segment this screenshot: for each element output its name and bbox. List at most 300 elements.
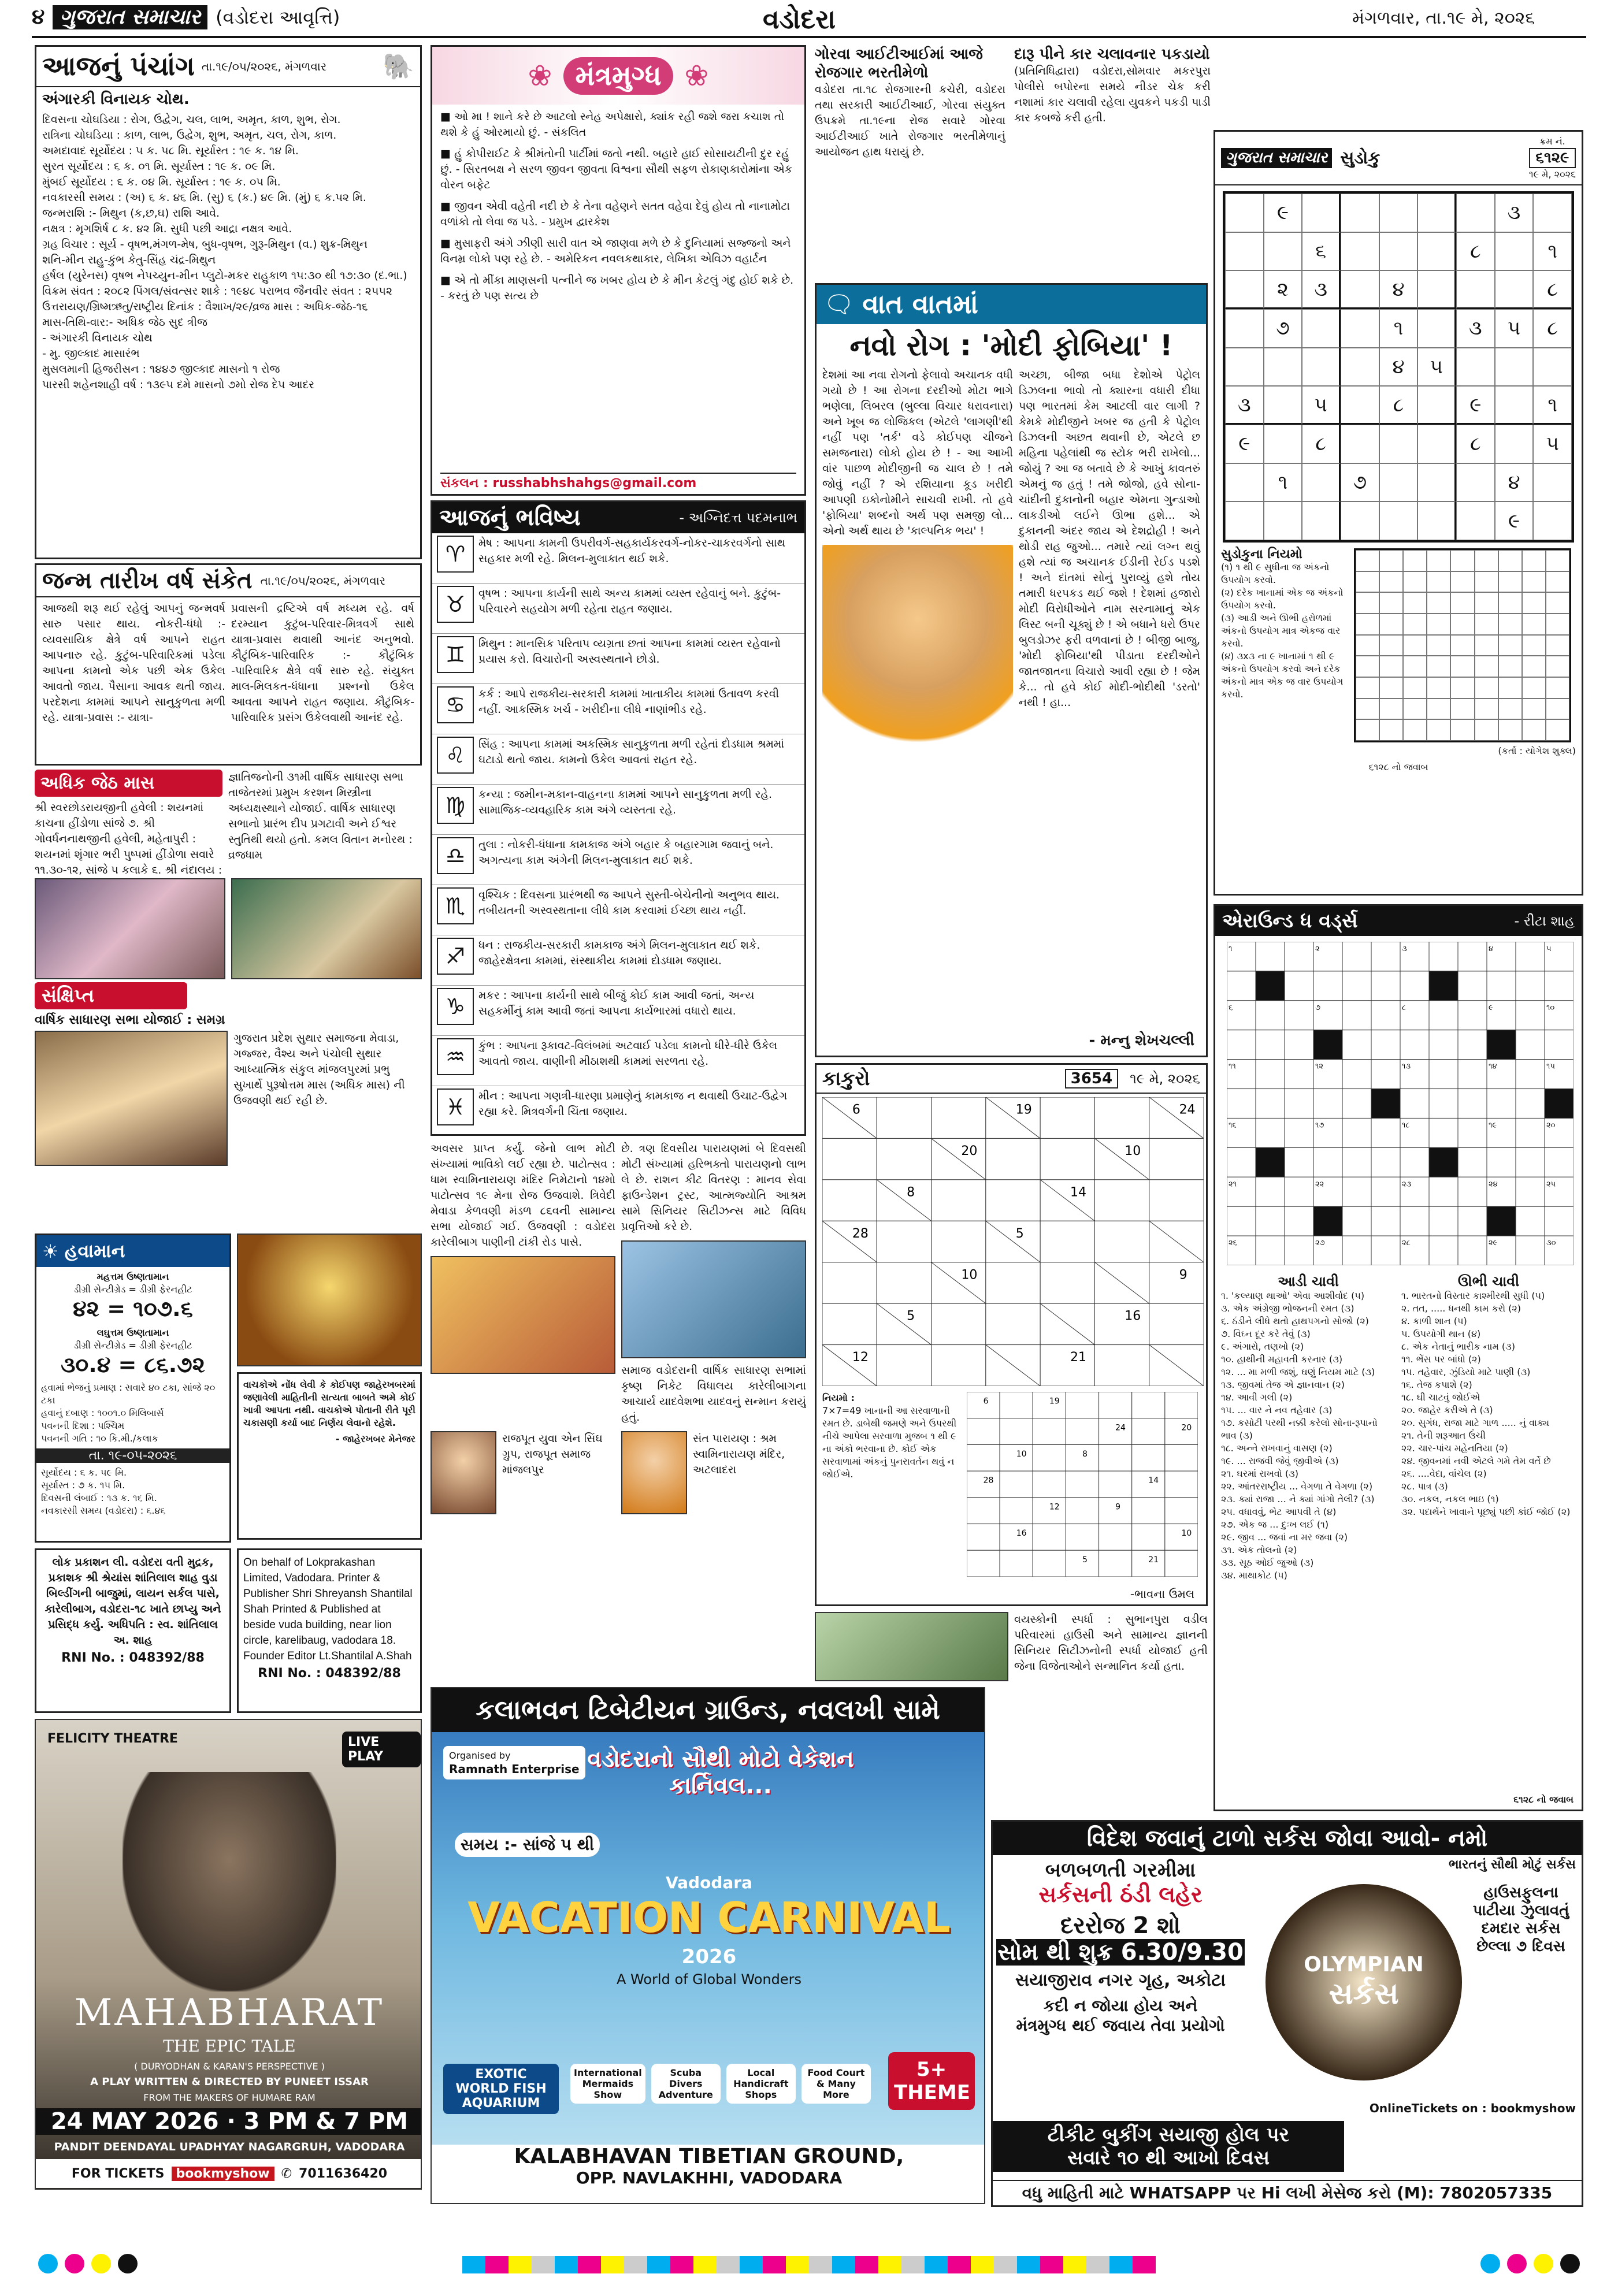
kakuro-cell[interactable] — [877, 1138, 931, 1179]
crossword-cell[interactable] — [1371, 942, 1400, 971]
kakuro-cell[interactable] — [986, 1262, 1040, 1303]
crossword-cell[interactable] — [1429, 1001, 1458, 1030]
crossword-cell[interactable] — [1256, 942, 1285, 971]
crossword-cell[interactable] — [1371, 1236, 1400, 1265]
horoscope-row — [432, 634, 804, 684]
kakuro-answer-cell — [1165, 1550, 1198, 1577]
sudoku-cell[interactable] — [1341, 386, 1379, 425]
crossword-cell[interactable] — [1342, 1030, 1371, 1060]
crossword-cell[interactable] — [1429, 1236, 1458, 1265]
crossword-cell[interactable] — [1400, 1147, 1429, 1177]
kakuro-cell[interactable] — [932, 1303, 986, 1344]
kakuro-cell[interactable] — [877, 1221, 931, 1262]
sudoku-cell[interactable]: ૪ — [1379, 348, 1418, 387]
kakuro-cell[interactable] — [1040, 1221, 1094, 1262]
crossword-cell[interactable] — [1458, 1089, 1487, 1119]
crossword-cell[interactable] — [1371, 1206, 1400, 1236]
sudoku-cell[interactable]: ૫ — [1533, 425, 1572, 463]
bookmyshow-logo[interactable]: bookmyshow — [172, 2167, 274, 2181]
sudoku-cell[interactable] — [1533, 463, 1572, 502]
crossword-cell[interactable] — [1285, 1089, 1313, 1119]
sudoku-cell[interactable]: ૮ — [1302, 425, 1341, 463]
crossword-cell[interactable] — [1256, 1236, 1285, 1265]
kakuro-answer-clue: 10 — [1016, 1450, 1027, 1459]
carnival-time: સમય :- સાંજે ૫ થી — [455, 1833, 600, 1857]
sudoku-answer-cell — [1522, 699, 1546, 720]
sudoku-cell[interactable] — [1495, 270, 1534, 309]
circus-online[interactable]: OnlineTickets on : bookmyshow — [1369, 2101, 1576, 2115]
circus-shows: દરરોજ 2 શો — [1060, 1912, 1181, 1939]
crossword-grid[interactable] — [1227, 942, 1574, 1265]
crossword-cell[interactable] — [1371, 1147, 1400, 1177]
crossword-cell[interactable] — [1429, 1118, 1458, 1147]
sudoku-cell[interactable] — [1341, 501, 1379, 540]
sudoku-cell[interactable]: ૮ — [1456, 425, 1495, 463]
sudoku-cell[interactable] — [1417, 501, 1456, 540]
crossword-cell[interactable] — [1227, 1147, 1256, 1177]
bullet-icon: ■ — [440, 274, 454, 287]
crossword-cell[interactable] — [1400, 1206, 1429, 1236]
horoscope-text: વૃશ્ચિક : દિવસના પ્રારંભથી જ આપને સુસ્તી-બેચેનીનો અનુભવ થાય. તબીયતની અસ્વસ્થતાના લીધે કામ કરવામાં ઈચ્છા થાય નહીં. — [478, 889, 780, 917]
kakuro-cell[interactable] — [1094, 1303, 1149, 1344]
crossword-cell[interactable] — [1285, 1236, 1313, 1265]
crossword-cell[interactable] — [1516, 1001, 1545, 1030]
panchang-subtitle: અંગારકી વિનાયક ચોથ. — [42, 91, 190, 108]
crossword-cell[interactable] — [1256, 1001, 1285, 1030]
crossword-cell[interactable] — [1285, 1060, 1313, 1089]
crossword-cell[interactable] — [1313, 1089, 1342, 1119]
kakuro-cell[interactable] — [1149, 1138, 1204, 1179]
crossword-cell[interactable] — [1342, 1177, 1371, 1206]
crossword-cell[interactable] — [1429, 1030, 1458, 1060]
sudoku-cell[interactable]: ૯ — [1495, 501, 1534, 540]
sudoku-cell[interactable] — [1379, 232, 1418, 271]
sudoku-answer-cell — [1475, 635, 1498, 656]
crossword-cell[interactable] — [1227, 1206, 1256, 1236]
sudoku-cell[interactable]: ૩ — [1302, 270, 1341, 309]
crossword-cell[interactable] — [1429, 1206, 1458, 1236]
kakuro-cell[interactable] — [1094, 1097, 1149, 1138]
crossword-cell[interactable] — [1285, 1030, 1313, 1060]
sudoku-cell[interactable] — [1533, 501, 1572, 540]
sudoku-cell[interactable] — [1456, 348, 1495, 387]
sudoku-cell[interactable] — [1302, 194, 1341, 232]
bullet-icon: ■ — [440, 237, 454, 250]
crossword-cell[interactable] — [1285, 1147, 1313, 1177]
crossword-cell[interactable] — [1371, 1177, 1400, 1206]
sudoku-answer-cell — [1450, 592, 1474, 614]
crossword-cell[interactable] — [1285, 1206, 1313, 1236]
sudoku-cell[interactable] — [1456, 270, 1495, 309]
sudoku-cell[interactable]: ૧ — [1533, 386, 1572, 425]
sudoku-cell[interactable] — [1417, 386, 1456, 425]
sudoku-cell[interactable] — [1495, 348, 1534, 387]
kakuro-cell[interactable] — [1040, 1097, 1094, 1138]
crossword-cell[interactable] — [1371, 1118, 1400, 1147]
sudoku-cell[interactable] — [1533, 194, 1572, 232]
sudoku-logo: ગુજરાત સમાચાર — [1221, 148, 1332, 168]
crossword-cell[interactable] — [1342, 1118, 1371, 1147]
carnival-title: VACATION CARNIVAL — [467, 1893, 951, 1942]
carnival-feature: Local Handicraft Shops — [726, 2064, 796, 2104]
sudoku-answer-cell — [1356, 677, 1379, 699]
crossword-cell[interactable] — [1342, 1206, 1371, 1236]
down-clue: ૨. તત, ..... ધનથી કામ કરો (૨) — [1401, 1303, 1521, 1314]
crossword-cell[interactable] — [1256, 1060, 1285, 1089]
circus-ad[interactable] — [991, 1820, 1583, 2207]
across-clue: ૯. અંગારો, તણખો (૨) — [1221, 1341, 1304, 1352]
mahabharat-director: A PLAY WRITTEN & DIRECTED BY PUNEET ISSAR — [90, 2076, 369, 2088]
sudoku-rule: (૨) દરેક ખાનામાં એક જ અંકનો ઉપયોગ કરવો. — [1221, 587, 1344, 611]
horoscope-text: ધન : રાજકીય-સરકારી કામકાજ અંગે મિલન-મુલાકાત થઈ શકે. જાહેરક્ષેત્રના કામમાં, સંસ્થાકીય કામમાં દોડધામ જણાય. — [478, 939, 760, 967]
tickets-phone[interactable]: 7011636420 — [299, 2166, 388, 2181]
sudoku-cell[interactable] — [1302, 501, 1341, 540]
crossword-cell[interactable] — [1429, 1060, 1458, 1089]
crossword-cell[interactable] — [1371, 971, 1400, 1001]
sudoku-cell[interactable]: ૩ — [1456, 309, 1495, 348]
sudoku-cell[interactable] — [1341, 309, 1379, 348]
sudoku-cell[interactable]: ૪ — [1495, 463, 1534, 502]
sudoku-cell[interactable] — [1264, 348, 1302, 387]
sudoku-cell[interactable]: ૬ — [1302, 232, 1341, 271]
crossword-cell[interactable] — [1516, 1030, 1545, 1060]
crossword-cell[interactable] — [1545, 971, 1574, 1001]
mahabharat-date: 24 MAY 2026 · 3 PM & 7 PM — [36, 2108, 422, 2135]
sudoku-cell[interactable]: ૪ — [1379, 270, 1418, 309]
crossword-cell[interactable] — [1458, 942, 1487, 971]
mantra-item — [440, 273, 796, 304]
kakuro-cell[interactable] — [1149, 1180, 1204, 1221]
sudoku-cell[interactable] — [1225, 501, 1264, 540]
sudoku-cell[interactable]: ૮ — [1456, 232, 1495, 271]
sudoku-cell[interactable] — [1417, 194, 1456, 232]
sudoku-answer-cell — [1522, 592, 1546, 614]
horoscope-text: મીન : આપના ગણત્રી-ધારણા પ્રમાણેનું કામકાજ ન થવાથી ઉચાટ-ઉદ્વેગ રહ્યા કરે. મિત્રવર્ગની ચિંતા જણાય. — [478, 1090, 788, 1118]
crossword-cell[interactable] — [1487, 1147, 1516, 1177]
sudoku-cell[interactable] — [1495, 386, 1534, 425]
sudoku-answer-cell — [1546, 592, 1569, 614]
kakuro-answer-cell — [967, 1444, 1000, 1471]
crossword-cell[interactable] — [1400, 971, 1429, 1001]
crossword-cell[interactable] — [1342, 1236, 1371, 1265]
weather-min-sub: ડીગ્રી સેન્ટીગ્રેડ = ડીગ્રી ફેરનહીટ — [73, 1340, 192, 1351]
crossword-cell[interactable] — [1342, 971, 1371, 1001]
sudoku-title: સુડોકુ — [1340, 148, 1381, 168]
circus-brand2: સર્કસ — [1328, 1977, 1399, 2011]
vatvat-box — [815, 283, 1208, 1057]
kakuro-cell[interactable] — [986, 1180, 1040, 1221]
kakuro-cell[interactable] — [986, 1138, 1040, 1179]
masthead: ગુજરાત સમાચાર — [53, 5, 207, 29]
crossword-cell[interactable] — [1342, 1089, 1371, 1119]
kakuro-cell[interactable] — [822, 1138, 877, 1179]
sudoku-cell[interactable] — [1417, 232, 1456, 271]
crossword-cell[interactable] — [1256, 1030, 1285, 1060]
sudoku-cell[interactable]: ૩ — [1495, 194, 1534, 232]
crossword-cell[interactable] — [1429, 1177, 1458, 1206]
crossword-cell[interactable] — [1285, 942, 1313, 971]
kakuro-cell[interactable] — [1094, 1180, 1149, 1221]
kakuro-cell[interactable] — [822, 1303, 877, 1344]
crossword-cell[interactable] — [1516, 1206, 1545, 1236]
sudoku-cell[interactable] — [1533, 348, 1572, 387]
drunk-title: દારૂ પીને કાર ચલાવનાર પકડાયો — [1014, 46, 1210, 63]
bullet-icon: ■ — [440, 110, 454, 123]
sudoku-cell[interactable] — [1495, 232, 1534, 271]
weather-max-label: મહત્તમ ઉષ્ણતામાન — [97, 1271, 169, 1282]
crossword-cell[interactable] — [1371, 1030, 1400, 1060]
ad-notice-sign: - જાહેરખબર મેનેજર — [335, 1433, 415, 1444]
kakuro-cell[interactable] — [1040, 1262, 1094, 1303]
carnival-features — [570, 2064, 871, 2104]
birthday-col2: પ્રવાસની દ્રષ્ટિએ વર્ષ મધ્યમ રહે. વર્ષ દરમ્યાન કુટુંબ-પરિવાર-મિત્રવર્ગ સાથે યાત્રા-પ્રવાસ થવાથી આનંદ અનુભવો. કૌટુંબિક-પારિવારિક :- કૌટુંબિક -પારિવારિક ક્ષેત્રે વર્ષ સારુ રહે. સંયુક્ત માલ-મિલકત-ધંધાના પ્રશ્નનો ઉકેલ આવતા આપને રાહત જણાય. કૌટુંબિક-પારિવારિક પ્રસંગ ઉકેલવાથી આનંદ રહે. — [231, 602, 414, 724]
sudoku-cell[interactable] — [1341, 270, 1379, 309]
kakuro-cell[interactable] — [932, 1345, 986, 1386]
crossword-cell[interactable] — [1285, 1001, 1313, 1030]
kakuro-cell[interactable] — [1149, 1262, 1204, 1303]
crossword-cell[interactable] — [1429, 942, 1458, 971]
crossword-cell[interactable] — [1458, 1236, 1487, 1265]
panchang-line: રાત્રિના ચોઘડિયા : કાળ, લાભ, ઉદ્વેગ, શુભ, અમૃત, ચલ, રોગ, કાળ. — [42, 129, 337, 142]
sudoku-cell[interactable]: ૮ — [1533, 309, 1572, 348]
kakuro-cell[interactable] — [932, 1180, 986, 1221]
kakuro-cell[interactable] — [877, 1345, 931, 1386]
sudoku-cell[interactable]: ૯ — [1225, 425, 1264, 463]
crossword-cell[interactable] — [1400, 1089, 1429, 1119]
sudoku-cell[interactable]: ૧ — [1264, 463, 1302, 502]
sudoku-answer-cell — [1475, 677, 1498, 699]
sudoku-cell[interactable]: ૮ — [1533, 270, 1572, 309]
kakuro-cell[interactable] — [877, 1097, 931, 1138]
sudoku-cell[interactable] — [1225, 270, 1264, 309]
kakuro-cell[interactable] — [1149, 1303, 1204, 1344]
sudoku-cell[interactable] — [1341, 425, 1379, 463]
sudoku-cell[interactable]: ૫ — [1302, 386, 1341, 425]
sudoku-cell[interactable]: ૫ — [1417, 348, 1456, 387]
crossword-cell[interactable] — [1285, 1177, 1313, 1206]
sudoku-cell[interactable] — [1417, 425, 1456, 463]
crossword-cell[interactable] — [1458, 1060, 1487, 1089]
sudoku-answer-cell — [1427, 550, 1450, 571]
sudoku-answer-cell — [1546, 719, 1569, 741]
kakuro-answer-clue: 8 — [1082, 1450, 1088, 1459]
kakuro-cell[interactable] — [986, 1303, 1040, 1344]
sudoku-answer-cell — [1522, 635, 1546, 656]
sudoku-cell[interactable] — [1341, 194, 1379, 232]
sudoku-cell[interactable]: ૧ — [1379, 309, 1418, 348]
crossword-cell[interactable] — [1342, 1001, 1371, 1030]
mantra-text: એ તો મીંકા માણસની પત્નીને જ ખબર હોય છે કે મીન કેટલું ગંદુ હોઈ શકે છે. - કરતું છે પણ સત્ય છે — [440, 274, 794, 302]
sudoku-cell[interactable] — [1341, 232, 1379, 271]
crossword-cell[interactable] — [1516, 971, 1545, 1001]
crossword-cell[interactable] — [1371, 1001, 1400, 1030]
kakuro-answer-cell — [967, 1524, 1000, 1551]
crossword-cell[interactable] — [1256, 1206, 1285, 1236]
crossword-cell[interactable] — [1256, 1177, 1285, 1206]
down-clue: ૨૧. તેની શરૂઆત ઉંચી — [1401, 1430, 1486, 1441]
sudoku-cell[interactable]: ૮ — [1379, 386, 1418, 425]
page-header — [0, 0, 1618, 35]
crossword-cell[interactable] — [1487, 971, 1516, 1001]
crossword-cell[interactable] — [1545, 1030, 1574, 1060]
mahabharat-ad[interactable] — [35, 1719, 422, 2190]
sudoku-cell[interactable]: ૭ — [1341, 463, 1379, 502]
sudoku-box — [1214, 130, 1583, 896]
kakuro-answer-cell — [1099, 1444, 1132, 1471]
sudoku-cell[interactable]: ૯ — [1264, 194, 1302, 232]
crossword-cell[interactable] — [1342, 1060, 1371, 1089]
across-clue: ૩૪. માથાકોટ (૫) — [1221, 1570, 1287, 1581]
crossword-cell[interactable] — [1516, 1118, 1545, 1147]
kakuro-clue: 20 — [961, 1144, 978, 1158]
crossword-cell[interactable] — [1285, 1118, 1313, 1147]
horoscope-text: સિંહ : આપના કામમાં અકસ્મિક સાનુકુળતા મળી રહેતાં દોડધામ શ્રમમાં ઘટાડો થતો જાય. કામનો ઉકેલ આવતાં રાહત રહે. — [478, 738, 784, 766]
kakuro-cell[interactable] — [822, 1180, 877, 1221]
crossword-cell[interactable] — [1313, 1147, 1342, 1177]
sudoku-cell[interactable]: ૯ — [1456, 386, 1495, 425]
sudoku-cell[interactable] — [1225, 348, 1264, 387]
kakuro-cell[interactable] — [1094, 1345, 1149, 1386]
sudoku-cell[interactable] — [1379, 194, 1418, 232]
down-clue: ૩૦. નકલ, નકલ ભાઇ (૧) — [1401, 1493, 1499, 1504]
carnival-ad[interactable] — [431, 1687, 985, 2204]
weather-icon: ☀ — [42, 1240, 59, 1262]
sudoku-rule: (૩) આડી અને ઊભી હરોળમાં અંકનો ઉપયોગ માત્ર એકજ વાર કરવો. — [1221, 612, 1341, 649]
sudoku-cell[interactable] — [1302, 348, 1341, 387]
sudoku-cell[interactable]: ૨ — [1264, 270, 1302, 309]
sudoku-cell[interactable] — [1264, 501, 1302, 540]
sankshipt-title: સંક્ષિપ્ત — [35, 982, 187, 1009]
sudoku-cell[interactable] — [1417, 463, 1456, 502]
crossword-cell[interactable] — [1371, 1060, 1400, 1089]
crossword-cell[interactable] — [1516, 1089, 1545, 1119]
adhik-col1: શ્રી સ્વરછોડરાયજીની હવેલી : શયનમાં કાચના હીંડોળા સાંજે ૭. શ્રી ગોવર્ધનનાથજીની હવેલી, મહેતાપુરી : શયનમાં શૃંગાર ભરી પુષ્પમાં હીંડોળા સવારે ૧૧.૩૦-૧૨, સાંજે ૫ કલાકે ૬. શ્રી નંદાલય : — [35, 801, 222, 876]
crossword-cell[interactable] — [1256, 1089, 1285, 1119]
kakuro-answer-clue: 20 — [1181, 1423, 1192, 1433]
sudoku-answer-cell — [1450, 719, 1474, 741]
sudoku-cell[interactable] — [1264, 386, 1302, 425]
kakuro-answer-cell — [1000, 1471, 1033, 1498]
mahabharat-makers: FROM THE MAKERS OF HUMARE RAM — [143, 2092, 316, 2103]
sudoku-answer-cell — [1498, 699, 1522, 720]
horoscope-row — [432, 734, 804, 785]
kakuro-cell[interactable] — [1040, 1345, 1094, 1386]
kakuro-cell[interactable] — [877, 1262, 931, 1303]
sudoku-cell[interactable] — [1456, 501, 1495, 540]
crossword-cell[interactable] — [1516, 1177, 1545, 1206]
down-clue: ૨૨. ચાર-પાંચ મહેનતિયા (૨) — [1401, 1443, 1508, 1454]
carnival-feature: International Mermaids Show — [570, 2064, 645, 2104]
sudoku-cell[interactable] — [1302, 309, 1341, 348]
crossword-number: ૨૭ — [1315, 1239, 1325, 1248]
mantra-contact[interactable]: સંકલન : russhabhshahgs@gmail.com — [440, 473, 796, 491]
crossword-cell[interactable] — [1545, 1147, 1574, 1177]
crossword-cell[interactable] — [1458, 971, 1487, 1001]
crossword-cell[interactable] — [1516, 1236, 1545, 1265]
sudoku-cell[interactable] — [1264, 232, 1302, 271]
crossword-cell[interactable] — [1458, 1147, 1487, 1177]
crossword-cell[interactable] — [1313, 971, 1342, 1001]
crossword-cell[interactable] — [1487, 1089, 1516, 1119]
sudoku-cell[interactable] — [1456, 463, 1495, 502]
crossword-cell[interactable] — [1516, 1147, 1545, 1177]
crossword-block — [1313, 1206, 1342, 1236]
circus-whatsapp[interactable]: વધુ માહિતી માટે WHATSAPP પર Hi લખી મેસેજ કરો (M): 7802057335 — [993, 2180, 1582, 2205]
sudoku-cell[interactable] — [1302, 463, 1341, 502]
circus-line3: કદી ન જોયા હોય અને — [1043, 1996, 1198, 2015]
across-clue: ૨૩. ક્યાં રાજા ... ને ક્યાં ગાંગો તેલી? (૩) — [1221, 1493, 1375, 1504]
crossword-cell[interactable] — [1458, 1206, 1487, 1236]
birthday-title: જન્મ તારીખ વર્ષ સંકેત — [42, 567, 253, 594]
sudoku-cell[interactable] — [1264, 425, 1302, 463]
crossword-cell[interactable] — [1458, 1177, 1487, 1206]
weather-date: તા. ૧૯-૦૫-૨૦૨૬ — [36, 1448, 229, 1463]
crossword-number: ૧૬ — [1229, 1121, 1237, 1130]
crossword-cell[interactable] — [1458, 1118, 1487, 1147]
crossword-cell[interactable] — [1256, 1118, 1285, 1147]
crossword-number: ૧૯ — [1489, 1121, 1497, 1130]
crossword-number: ૧૧ — [1229, 1062, 1236, 1071]
sudoku-cell[interactable] — [1456, 194, 1495, 232]
sudoku-rule: (૪) ૩x૩ ના ૯ ખાનામાં ૧ થી ૯ અંકનો ઉપયોગ કરવો અને દરેક અંકનો માત્ર એક જ વાર ઉપયોગ કરવો. — [1221, 651, 1344, 700]
circus-emblem — [1266, 1884, 1462, 2080]
crossword-number: ૨૪ — [1489, 1180, 1498, 1189]
sudoku-cell[interactable] — [1379, 501, 1418, 540]
crossword-cell[interactable] — [1400, 1030, 1429, 1060]
kakuro-cell[interactable] — [1040, 1138, 1094, 1179]
sudoku-cell[interactable] — [1225, 463, 1264, 502]
crossword-cell[interactable] — [1227, 1030, 1256, 1060]
sudoku-answer-cell — [1546, 550, 1569, 571]
crossword-cell[interactable] — [1227, 971, 1256, 1001]
sudoku-cell[interactable] — [1225, 194, 1264, 232]
crossword-cell[interactable] — [1285, 971, 1313, 1001]
sudoku-cell[interactable] — [1417, 270, 1456, 309]
crossword-cell[interactable] — [1342, 1147, 1371, 1177]
kakuro-grid[interactable] — [822, 1097, 1204, 1386]
down-clue: ૩૨. પદાર્થને ખાવાને પૂછ્યું પછી કાંઈ જોઈ (૨) — [1401, 1506, 1571, 1517]
sudoku-cell[interactable] — [1341, 348, 1379, 387]
crossword-cell[interactable] — [1458, 1001, 1487, 1030]
crossword-number: ૮ — [1402, 1003, 1407, 1012]
sudoku-cell[interactable] — [1495, 425, 1534, 463]
crossword-cell[interactable] — [1227, 1089, 1256, 1119]
sudoku-cell[interactable] — [1379, 425, 1418, 463]
crossword-cell[interactable] — [1516, 1060, 1545, 1089]
sudoku-cell[interactable]: ૫ — [1495, 309, 1534, 348]
sudoku-answer-cell — [1403, 677, 1427, 699]
kakuro-cell[interactable] — [932, 1221, 986, 1262]
horoscope-author: - અગ્નિદત્ત પદમનાભ — [679, 510, 797, 526]
sudoku-cell[interactable]: ૧ — [1533, 232, 1572, 271]
crossword-cell[interactable] — [1429, 1089, 1458, 1119]
sudoku-cell[interactable] — [1225, 232, 1264, 271]
kakuro-cell[interactable] — [1094, 1221, 1149, 1262]
sudoku-cell[interactable] — [1417, 309, 1456, 348]
crossword-cell[interactable] — [1458, 1030, 1487, 1060]
sudoku-cell[interactable]: ૩ — [1225, 386, 1264, 425]
sudoku-cell[interactable] — [1225, 309, 1264, 348]
sudoku-grid[interactable] — [1223, 191, 1574, 543]
kakuro-cell[interactable] — [932, 1097, 986, 1138]
kakuro-cell[interactable] — [822, 1262, 877, 1303]
crossword-cell[interactable] — [1516, 942, 1545, 971]
sudoku-cell[interactable] — [1379, 463, 1418, 502]
sudoku-cell[interactable]: ૭ — [1264, 309, 1302, 348]
crossword-cell[interactable] — [1342, 942, 1371, 971]
down-clue: ૪. કાળી શાન (૫) — [1401, 1316, 1467, 1327]
crossword-cell[interactable] — [1545, 1206, 1574, 1236]
